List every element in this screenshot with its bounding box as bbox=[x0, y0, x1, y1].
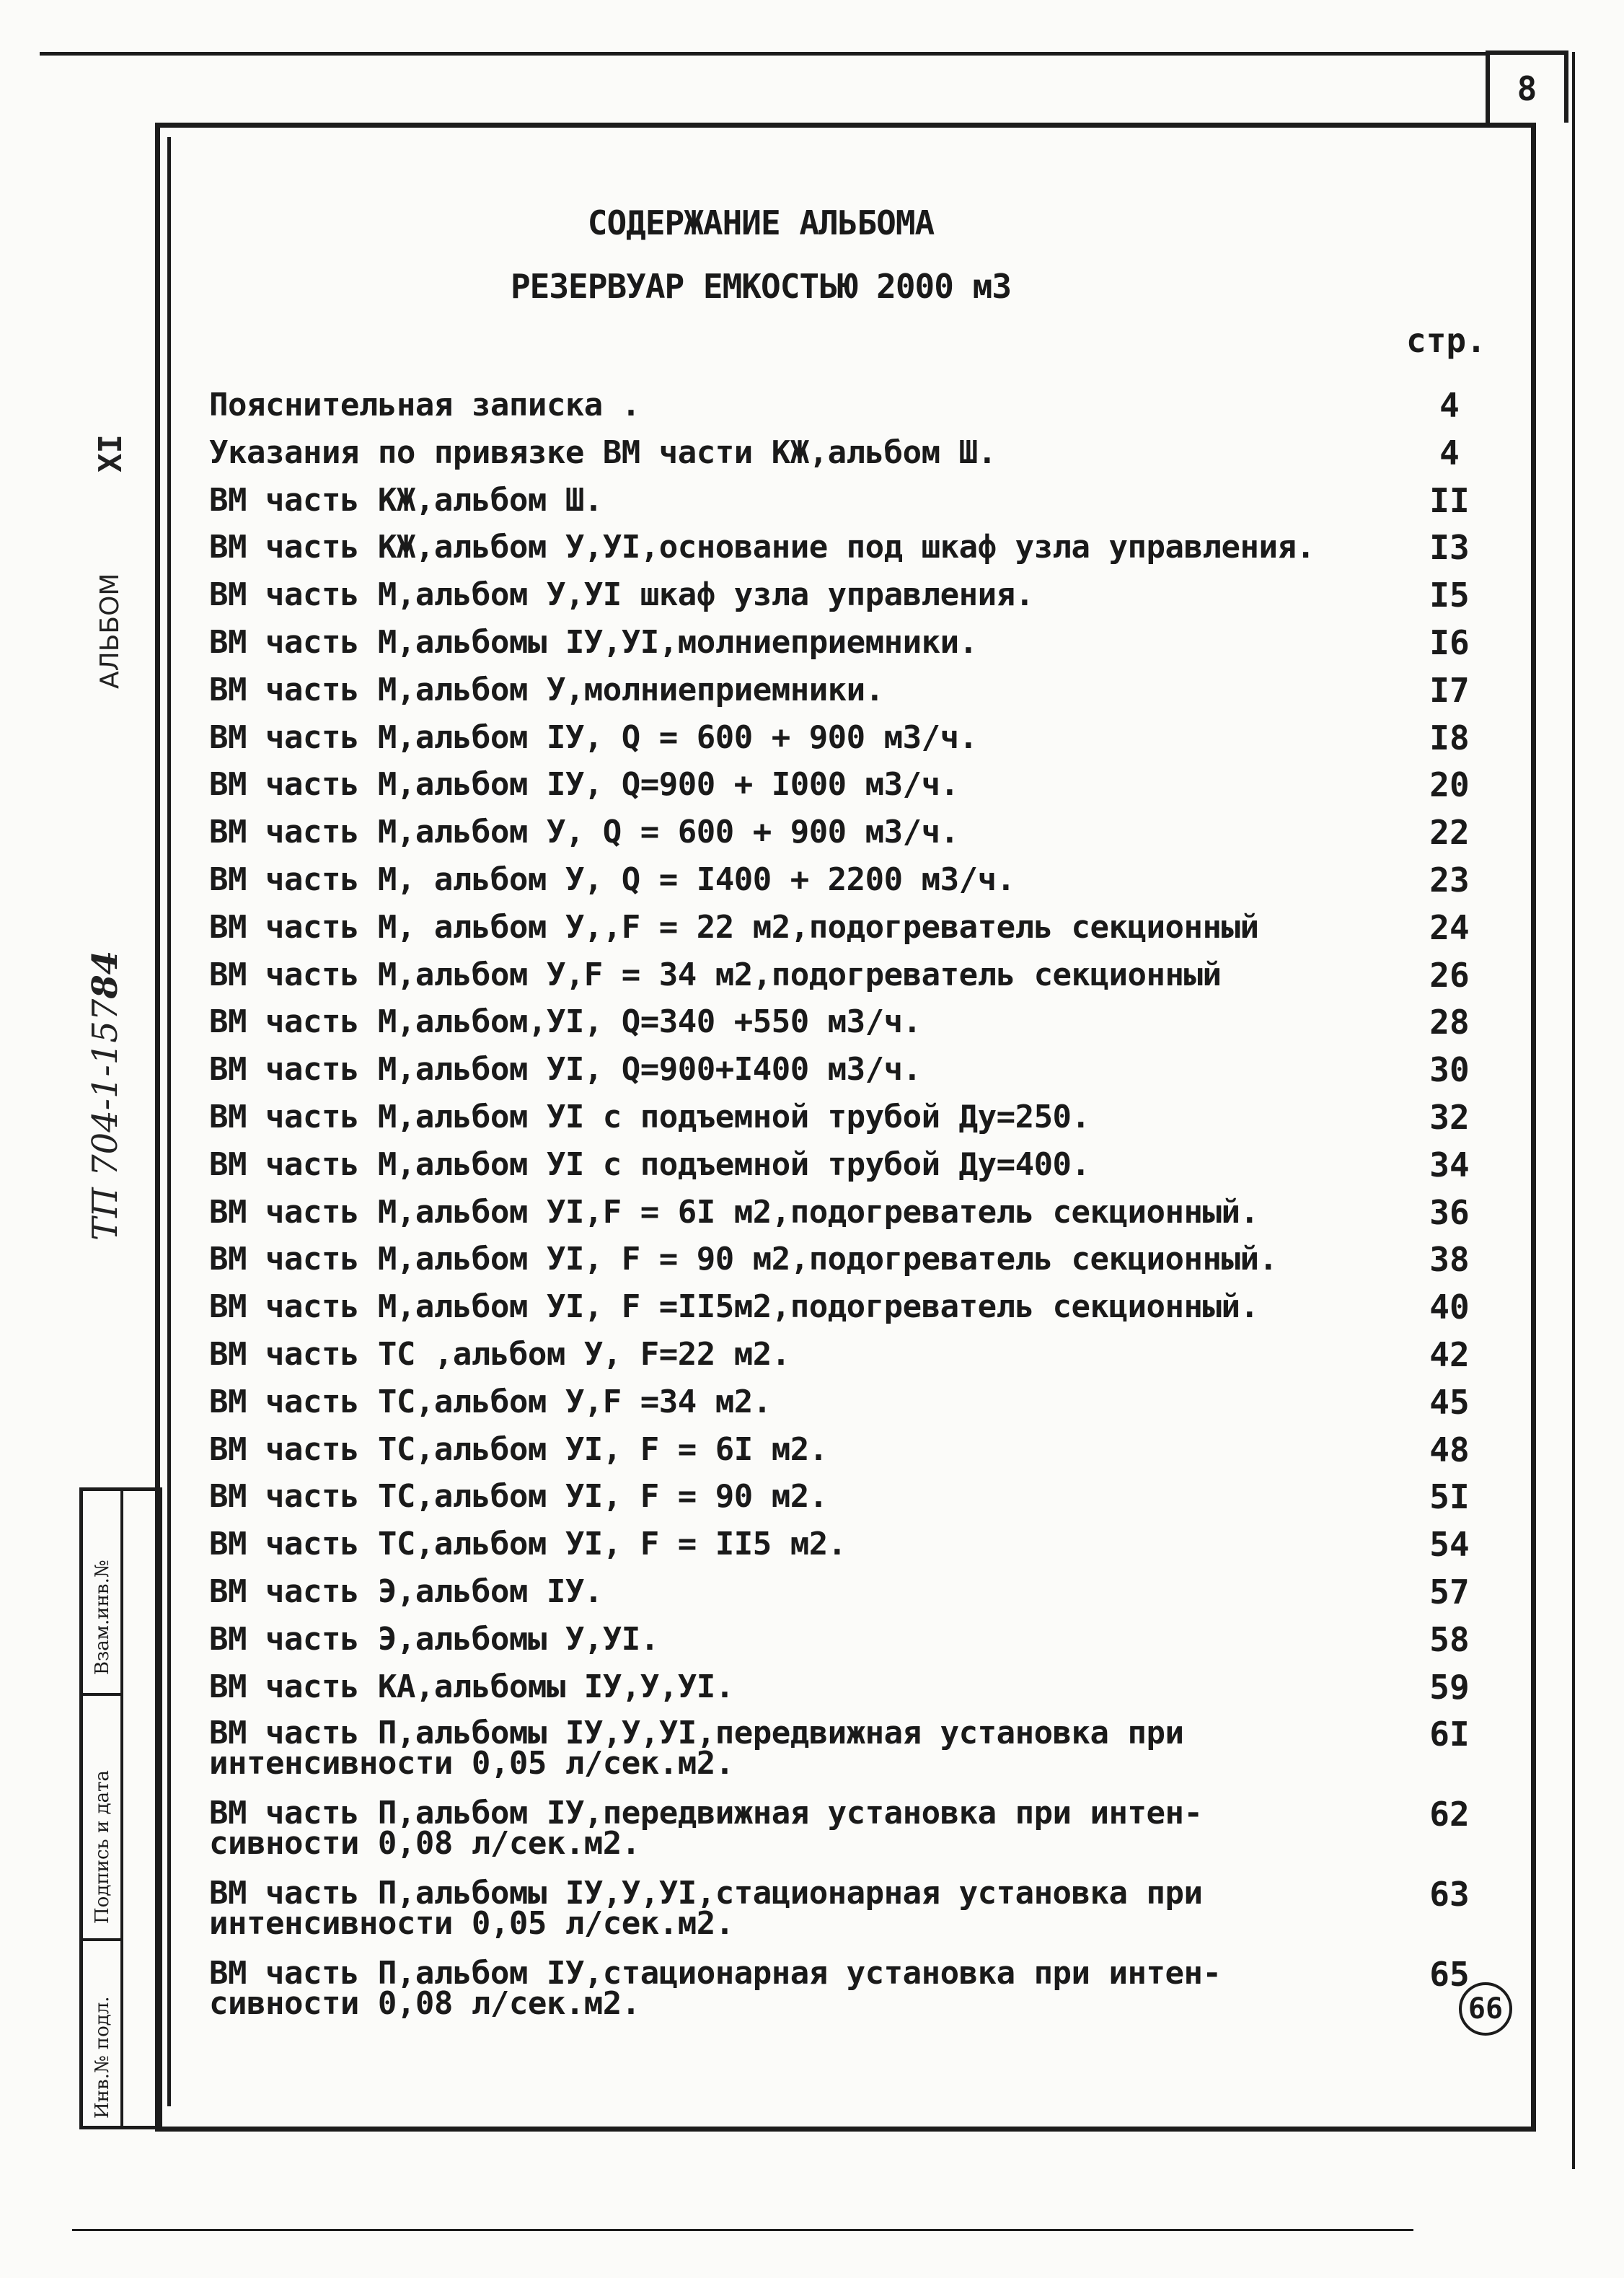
toc-entry-page: 20 bbox=[1429, 765, 1470, 805]
toc-entry-title: ВМ часть М,альбом У,молниеприемники. bbox=[209, 671, 884, 708]
toc-entry-title: ВМ часть М,альбомы IУ,УI,молниеприемники. bbox=[209, 623, 978, 661]
toc-entry-page: 23 bbox=[1429, 860, 1470, 900]
toc-entry-page: I6 bbox=[1429, 623, 1470, 662]
toc-entry bbox=[209, 1097, 1514, 1149]
toc-entry-page: II bbox=[1429, 480, 1470, 520]
toc-entry-page: 40 bbox=[1429, 1288, 1470, 1327]
toc-entry bbox=[209, 1572, 1514, 1624]
toc-entry bbox=[209, 1667, 1514, 1719]
toc-entry-title: ВМ часть М,альбом IУ, Q = 600 + 900 м3/ч. bbox=[209, 718, 978, 756]
document-title: СОДЕРЖАНИЕ АЛЬБОМА bbox=[587, 203, 935, 242]
toc-entry-page: 26 bbox=[1429, 955, 1470, 995]
toc-entry-title: ВМ часть КЖ,альбом У,УI,основание под шкаф узла управления. bbox=[209, 529, 1315, 566]
toc-entry bbox=[209, 1050, 1514, 1101]
toc-entry-title: ВМ часть М,альбом У,УI шкаф узла управления. bbox=[209, 576, 1034, 614]
toc-entry bbox=[209, 1430, 1514, 1482]
toc-entry-page: 57 bbox=[1429, 1572, 1470, 1611]
toc-entry bbox=[209, 1003, 1514, 1054]
inner-margin-rule bbox=[167, 137, 171, 2106]
toc-entry bbox=[209, 955, 1514, 1007]
toc-entry-title: ВМ часть М,альбом У,F = 34 м2,подогреватель секционный bbox=[209, 956, 1222, 993]
toc-entry bbox=[209, 528, 1514, 579]
toc-entry bbox=[209, 718, 1514, 770]
stamp-replacement-inv: Взам.инв.№ bbox=[92, 1560, 113, 1675]
toc-entry bbox=[209, 1619, 1514, 1671]
toc-entry-page: 4 bbox=[1439, 433, 1460, 472]
stamp-separator bbox=[83, 1938, 123, 1941]
toc-entry-page: 4 bbox=[1439, 386, 1460, 425]
toc-entry-page: 32 bbox=[1429, 1097, 1470, 1137]
circled-page-number: 66 bbox=[1459, 1982, 1512, 2036]
toc-entry-title: ВМ часть М,альбом,УI, Q=340 +550 м3/ч. bbox=[209, 1003, 922, 1041]
toc-entry bbox=[209, 1477, 1514, 1529]
toc-entry-title: ВМ часть П,альбомы IУ,У,УI,передвижная установка при интенсивности 0,05 л/сек.м2. bbox=[209, 1715, 1184, 1782]
album-number-label: XI bbox=[92, 434, 129, 472]
toc-entry-title: ВМ часть М,альбом УI с подъемной трубой Ду=250. bbox=[209, 1098, 1090, 1135]
toc-entry-page: 38 bbox=[1429, 1240, 1470, 1280]
toc-entry bbox=[209, 1955, 1514, 2039]
toc-entry-title: ВМ часть П,альбомы IУ,У,УI,стационарная установка при интенсивности 0,05 л/сек.м2. bbox=[209, 1875, 1203, 1943]
toc-entry bbox=[209, 1334, 1514, 1386]
toc-entry-title: ВМ часть Э,альбомы У,УI. bbox=[209, 1620, 659, 1658]
toc-entry bbox=[209, 670, 1514, 722]
toc-entry-page: 65 bbox=[1429, 1955, 1470, 1995]
toc-entry bbox=[209, 1288, 1514, 1339]
toc-list bbox=[209, 386, 1514, 2039]
toc-entry-title: ВМ часть М,альбом УI, F =II5м2,подогреватель секционный. bbox=[209, 1288, 1259, 1326]
toc-entry-title: ВМ часть М,альбом УI, F = 90 м2,подогреватель секционный. bbox=[209, 1241, 1278, 1278]
toc-entry-title: ВМ часть М, альбом У,,F = 22 м2,подогреватель секционный bbox=[209, 908, 1259, 946]
toc-entry-title: ВМ часть П,альбом IУ,передвижная установка при интен- сивности 0,08 л/сек.м2. bbox=[209, 1795, 1203, 1863]
toc-entry-page: 54 bbox=[1429, 1525, 1470, 1565]
toc-entry bbox=[209, 623, 1514, 674]
toc-entry bbox=[209, 1240, 1514, 1291]
toc-entry bbox=[209, 1525, 1514, 1576]
toc-entry bbox=[209, 386, 1514, 437]
toc-entry-page: 24 bbox=[1429, 907, 1470, 947]
stamp-original-inv: Инв.№ подл. bbox=[92, 1996, 113, 2119]
page-column-header: стр. bbox=[1406, 321, 1486, 360]
toc-entry-title: ВМ часть М,альбом УI,F = 6I м2,подогреватель секционный. bbox=[209, 1193, 1259, 1231]
toc-entry-page: 34 bbox=[1429, 1145, 1470, 1184]
top-edge-line bbox=[40, 52, 1486, 56]
toc-entry-title: ВМ часть ТС,альбом У,F =34 м2. bbox=[209, 1383, 772, 1420]
stamp-separator bbox=[83, 1693, 123, 1696]
toc-entry-page: 45 bbox=[1429, 1382, 1470, 1422]
toc-entry-title: ВМ часть ТС,альбом УI, F = 90 м2. bbox=[209, 1478, 828, 1516]
right-edge-line bbox=[1572, 52, 1575, 2169]
approval-stamp bbox=[79, 1487, 162, 2129]
toc-entry bbox=[209, 1715, 1514, 1798]
toc-entry-page: 6I bbox=[1429, 1715, 1470, 1754]
toc-entry bbox=[209, 1192, 1514, 1244]
toc-entry-page: 30 bbox=[1429, 1050, 1470, 1090]
toc-entry bbox=[209, 860, 1514, 912]
toc-entry bbox=[209, 1875, 1514, 1958]
toc-entry-page: I8 bbox=[1429, 718, 1470, 757]
bottom-edge-line bbox=[72, 2229, 1413, 2231]
toc-entry-title: ВМ часть П,альбом IУ,стационарная установка при интен- сивности 0,08 л/сек.м2. bbox=[209, 1955, 1222, 2023]
toc-entry bbox=[209, 1795, 1514, 1878]
toc-entry-title: Пояснительная записка . bbox=[209, 387, 640, 423]
toc-entry-page: 28 bbox=[1429, 1003, 1470, 1042]
toc-entry-page: 58 bbox=[1429, 1619, 1470, 1659]
toc-entry-title: ВМ часть ТС,альбом УI, F = 6I м2. bbox=[209, 1430, 828, 1468]
toc-entry-page: I5 bbox=[1429, 576, 1470, 615]
toc-entry-title: ВМ часть М,альбом IУ, Q=900 + I000 м3/ч. bbox=[209, 766, 959, 804]
toc-entry-title: ВМ часть М, альбом У, Q = I400 + 2200 м3/ч. bbox=[209, 861, 1015, 898]
project-code-label: ТП 704-1-15784 bbox=[85, 950, 125, 1241]
stamp-column-divider bbox=[120, 1491, 123, 2126]
page-number-box bbox=[1486, 50, 1568, 123]
toc-entry bbox=[209, 1145, 1514, 1197]
document-subtitle: РЕЗЕРВУАР ЕМКОСТЬЮ 2000 м3 bbox=[510, 267, 1012, 306]
toc-entry-page: I3 bbox=[1429, 528, 1470, 568]
toc-entry-title: ВМ часть ТС ,альбом У, F=22 м2. bbox=[209, 1335, 790, 1373]
toc-entry-title: ВМ часть М,альбом У, Q = 600 + 900 м3/ч. bbox=[209, 814, 959, 851]
toc-entry-page: 48 bbox=[1429, 1430, 1470, 1469]
toc-entry-title: ВМ часть ТС,альбом УI, F = II5 м2. bbox=[209, 1526, 847, 1563]
toc-entry bbox=[209, 907, 1514, 959]
toc-entry-page: 5I bbox=[1429, 1477, 1470, 1517]
album-label: АЛЬБОМ bbox=[95, 573, 125, 689]
toc-entry bbox=[209, 480, 1514, 532]
toc-entry-page: 63 bbox=[1429, 1875, 1470, 1914]
toc-entry-page: 59 bbox=[1429, 1667, 1470, 1707]
toc-entry-title: ВМ часть М,альбом УI, Q=900+I400 м3/ч. bbox=[209, 1051, 922, 1089]
toc-entry bbox=[209, 765, 1514, 817]
toc-entry bbox=[209, 1382, 1514, 1434]
stamp-signature-date: Подпись и дата bbox=[92, 1770, 113, 1924]
page-number: 8 bbox=[1517, 69, 1537, 108]
toc-entry bbox=[209, 433, 1514, 485]
toc-entry-page: 62 bbox=[1429, 1795, 1470, 1834]
toc-entry-title: ВМ часть КЖ,альбом Ш. bbox=[209, 481, 603, 519]
toc-entry-page: I7 bbox=[1429, 670, 1470, 710]
toc-entry-page: 42 bbox=[1429, 1334, 1470, 1374]
toc-entry bbox=[209, 813, 1514, 864]
toc-entry-page: 22 bbox=[1429, 813, 1470, 853]
toc-entry-title: ВМ часть КА,альбомы IУ,У,УI. bbox=[209, 1668, 734, 1705]
toc-entry-title: ВМ часть М,альбом УI с подъемной трубой Ду=400. bbox=[209, 1145, 1090, 1183]
toc-entry-title: ВМ часть Э,альбом IУ. bbox=[209, 1573, 603, 1610]
toc-entry bbox=[209, 576, 1514, 627]
toc-entry-page: 36 bbox=[1429, 1192, 1470, 1232]
toc-entry-title: Указания по привязке ВМ части КЖ,альбом Ш. bbox=[209, 434, 997, 471]
